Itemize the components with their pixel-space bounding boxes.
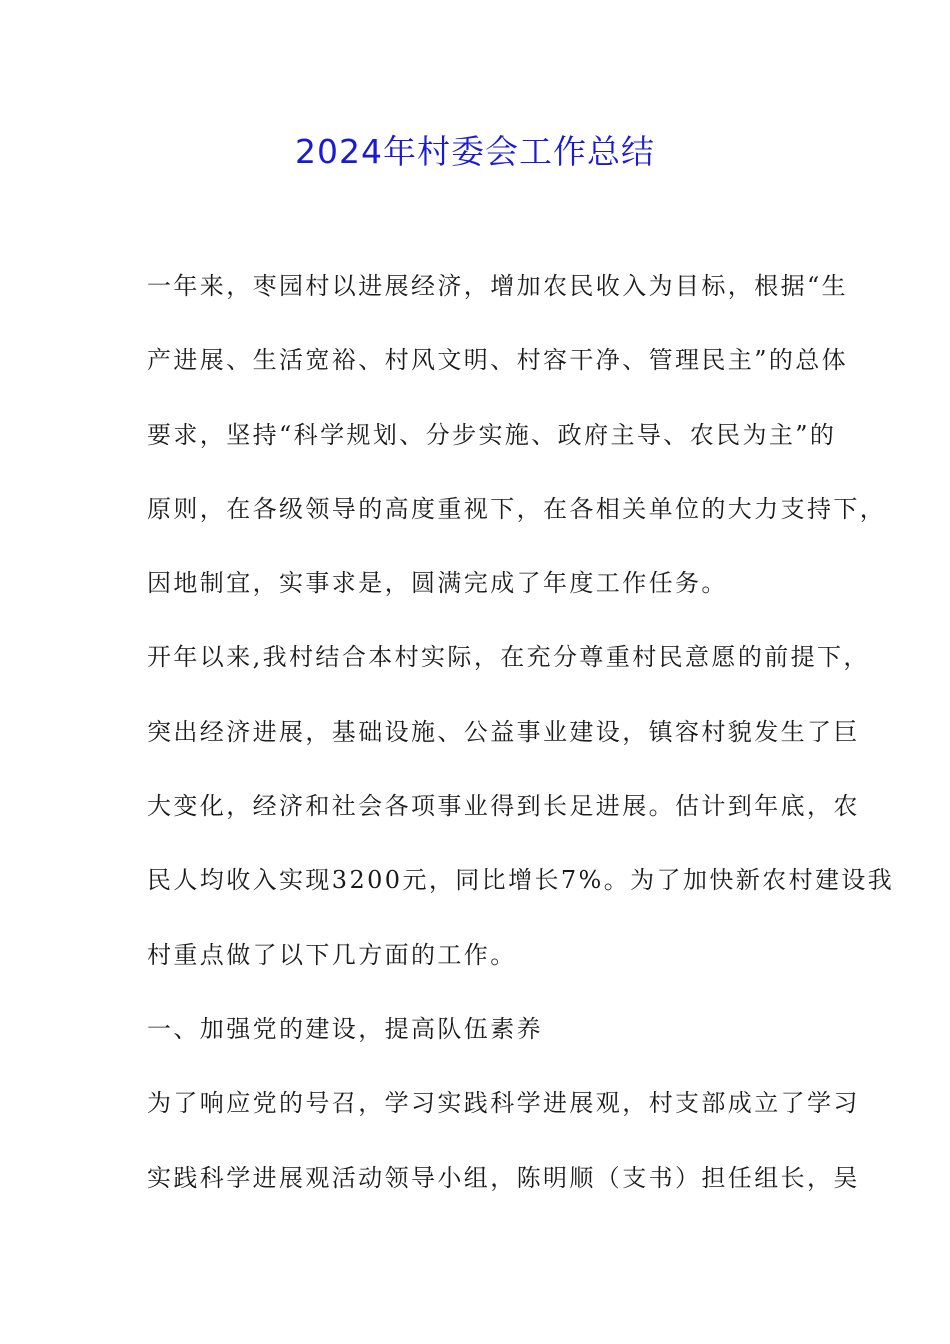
paragraph-line: 开年以来,我村结合本村实际，在充分尊重村民意愿的前提下， xyxy=(147,643,870,672)
document-body xyxy=(147,262,895,1228)
paragraph-line: 产进展、生活宽裕、村风文明、村容干净、管理民主”的总体 xyxy=(147,346,849,375)
paragraph-line: 实践科学进展观活动领导小组，陈明顺（支书）担任组长，吴 xyxy=(147,1163,860,1192)
paragraph-line: 原则，在各级领导的高度重视下，在各相关单位的大力支持下， xyxy=(147,494,887,523)
paragraph-line: 民人均收入实现3200元，同比增长7%。为了加快新农村建设我 xyxy=(147,866,895,895)
section-heading: 一、加强党的建设，提高队伍素养 xyxy=(147,1014,543,1043)
document-title: 2024年村委会工作总结 xyxy=(295,132,655,171)
paragraph-line: 为了响应党的号召，学习实践科学进展观，村支部成立了学习 xyxy=(147,1089,860,1118)
paragraph-line: 要求，坚持“科学规划、分步实施、政府主导、农民为主”的 xyxy=(147,420,837,449)
paragraph-line: 一年来，枣园村以进展经济，增加农民收入为目标，根据“生 xyxy=(147,272,849,300)
paragraph-line: 村重点做了以下几方面的工作。 xyxy=(147,940,517,969)
paragraph-line: 大变化，经济和社会各项事业得到长足进展。估计到年底，农 xyxy=(147,792,860,821)
paragraph-line: 因地制宜，实事求是，圆满完成了年度工作任务。 xyxy=(147,569,728,598)
paragraph-line: 突出经济进展，基础设施、公益事业建设，镇容村貌发生了巨 xyxy=(147,717,860,746)
